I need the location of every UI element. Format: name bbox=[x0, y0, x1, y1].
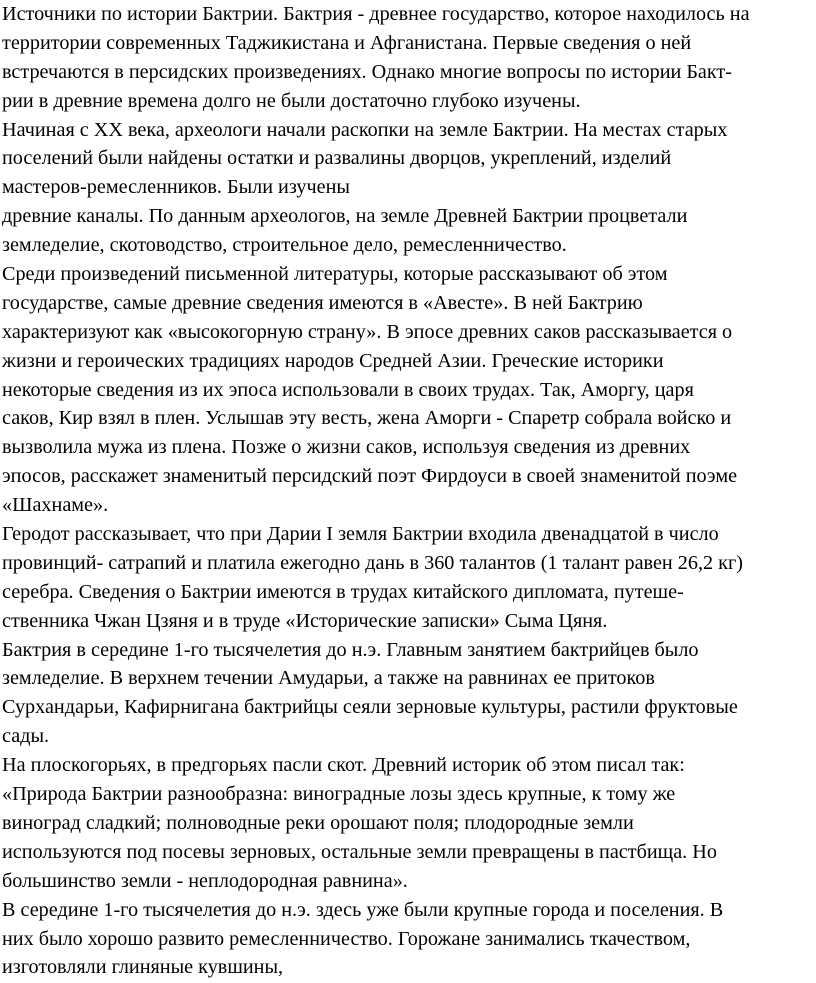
text-line: В середине 1-го тысячелетия до н.э. здесь уже были крупные города и поселения. В bbox=[2, 898, 724, 921]
text-line: «Шахнаме». bbox=[2, 494, 109, 517]
text-line: На плоскогорьях, в предгорьях пасли скот. Древний историк об этом писал так: bbox=[2, 754, 685, 777]
text-line: встречаются в персидских произведениях. Однако многие вопросы по истории Бакт- bbox=[2, 60, 732, 83]
text-line: виноград сладкий; полноводные реки орошают поля; плодородные земли bbox=[2, 811, 634, 834]
text-line: ственника Чжан Цзяня и в труде «Исторические записки» Сыма Цяня. bbox=[2, 609, 608, 632]
text-line: древние каналы. По данным археологов, на земле Древней Бактрии процветали bbox=[2, 205, 688, 228]
text-line: Геродот рассказывает, что при Дарии I земля Бактрии входила двенадцатой в число bbox=[2, 523, 719, 546]
text-line: серебра. Сведения о Бактрии имеются в трудах китайского дипломата, путеше- bbox=[2, 580, 684, 603]
text-line: эпосов, расскажет знаменитый персидский поэт Фирдоуси в своей знаменитой поэме bbox=[2, 465, 738, 488]
text-line: вызволила мужа из плена. Позже о жизни саков, используя сведения из древних bbox=[2, 436, 691, 459]
text-line: мастеров-ремесленников. Были изучены bbox=[2, 176, 350, 199]
text-line: жизни и героических традициях народов Средней Азии. Греческие историки bbox=[2, 349, 664, 372]
text-line: изготовляли глиняные кувшины, bbox=[2, 956, 284, 979]
text-line: земледелие. В верхнем течении Амударьи, а также на равнинах ее притоков bbox=[2, 667, 655, 690]
text-line: некоторые сведения из их эпоса использовали в своих трудах. Так, Аморгу, царя bbox=[2, 378, 694, 401]
text-line: саков, Кир взял в плен. Услышав эту весть, жена Аморги - Спаретр собрала войско и bbox=[2, 407, 732, 430]
text-line: рии в древние времена долго не были достаточно глубоко изучены. bbox=[2, 89, 581, 112]
text-line: территории современных Таджикистана и Афганистана. Первые сведения о ней bbox=[2, 31, 692, 54]
text-line: Бактрия в середине 1-го тысячелетия до н.э. Главным занятием бактрийцев было bbox=[2, 638, 699, 661]
text-line: государстве, самые древние сведения имеются в «Авесте». В ней Бактрию bbox=[2, 291, 643, 314]
text-line: «Природа Бактрии разнообразна: виноградные лозы здесь крупные, к тому же bbox=[2, 783, 676, 806]
text-line: Начиная с XX века, археологи начали раскопки на земле Бактрии. На местах старых bbox=[2, 118, 728, 141]
text-line: большинство земли - неплодородная равнина». bbox=[2, 869, 408, 892]
text-line: Среди произведений письменной литературы, которые рассказывают об этом bbox=[2, 263, 668, 286]
text-line: земледелие, скотоводство, строительное дело, ремесленничество. bbox=[2, 234, 567, 257]
document-body bbox=[2, 0, 816, 982]
text-line: сады. bbox=[2, 725, 50, 748]
text-line: характеризуют как «высокогорную страну». В эпосе древних саков рассказывается о bbox=[2, 320, 733, 343]
text-line: провинций- сатрапий и платила ежегодно дань в 360 талантов (1 талант равен 26,2 кг) bbox=[2, 551, 743, 574]
text-line: поселений были найдены остатки и развалины дворцов, укреплений, изделий bbox=[2, 147, 672, 170]
text-line: Источники по истории Бактрии. Бактрия - древнее государство, которое находилось на bbox=[2, 3, 750, 25]
text-line: Сурхандарьи, Кафирнигана бактрийцы сеяли зерновые культуры, растили фруктовые bbox=[2, 696, 738, 719]
text-line: них было хорошо развито ремесленничество. Горожане занимались ткачеством, bbox=[2, 927, 691, 950]
text-line: используются под посевы зерновых, остальные земли превращены в пастбища. Но bbox=[2, 840, 717, 863]
